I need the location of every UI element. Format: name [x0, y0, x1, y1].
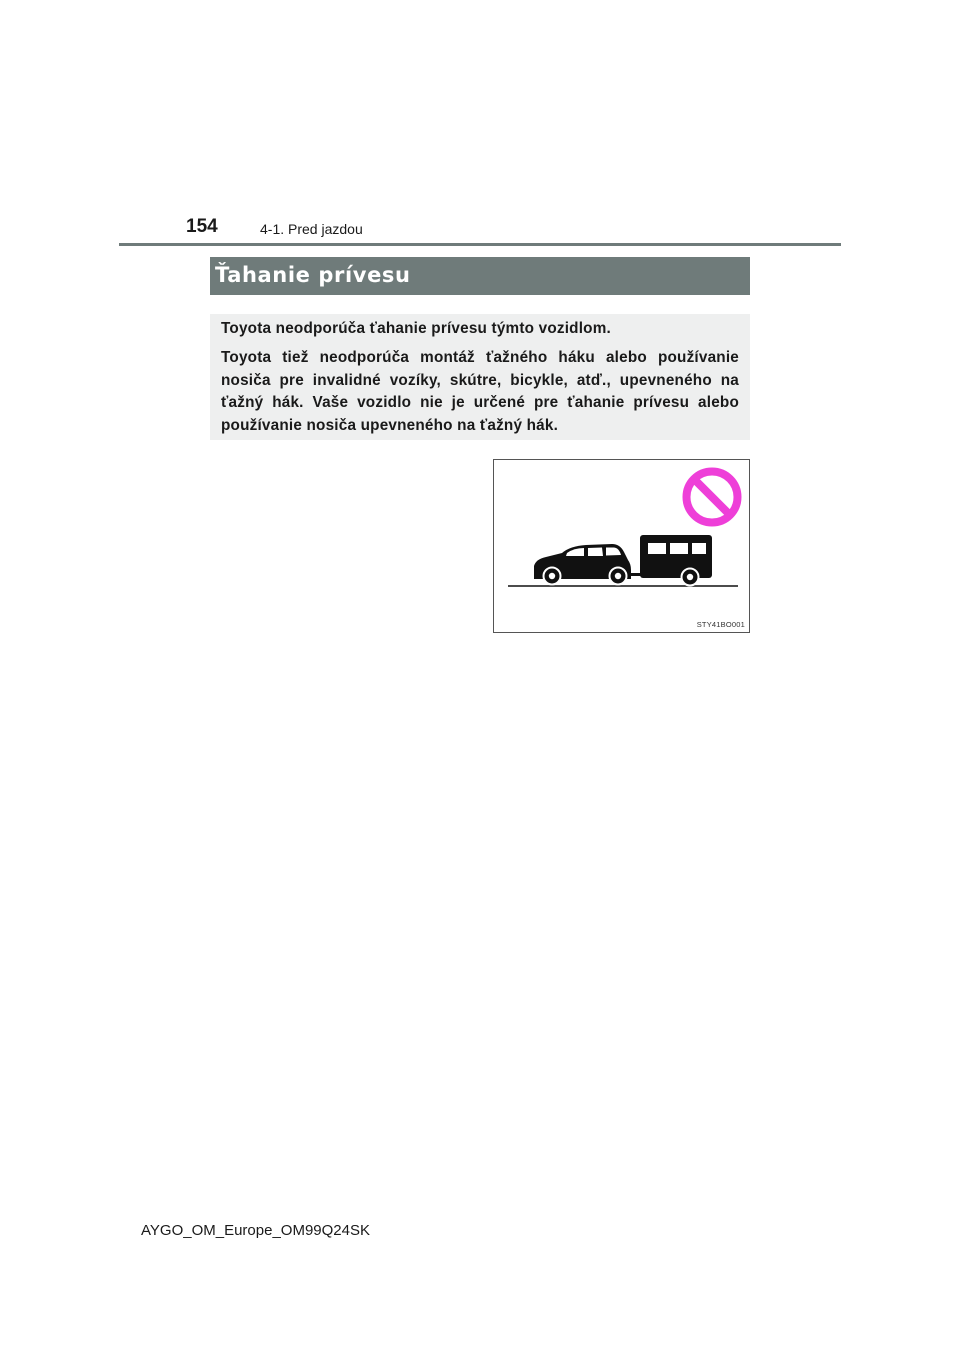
header-divider — [119, 243, 841, 246]
footer-doc-id: AYGO_OM_Europe_OM99Q24SK — [141, 1222, 370, 1239]
info-box — [210, 314, 750, 440]
title-bar — [210, 257, 750, 295]
towing-illustration — [493, 459, 750, 633]
section-header: 4-1. Pred jazdou — [260, 221, 363, 237]
car-icon — [534, 544, 631, 585]
page-number: 154 — [186, 216, 218, 237]
figure-code: STY41BO001 — [696, 620, 745, 629]
page-title: Ťahanie prívesu — [215, 263, 411, 287]
prohibited-icon — [687, 472, 738, 523]
info-paragraph-2: Toyota tiež neodporúča montáž ťažného háku alebo používanie nosiča pre invalidné vozíky, skútre, bicykle, atď., upevneného na ťažný hák. Vaše vozidlo nie je určené pre ťahanie prívesu alebo používanie nosiča upevneného na ťažný hák. — [221, 349, 739, 434]
towing-illustration-drawing — [494, 460, 749, 632]
info-paragraph-1: Toyota neodporúča ťahanie prívesu týmto vozidlom. — [221, 320, 611, 337]
trailer-icon — [640, 535, 712, 586]
